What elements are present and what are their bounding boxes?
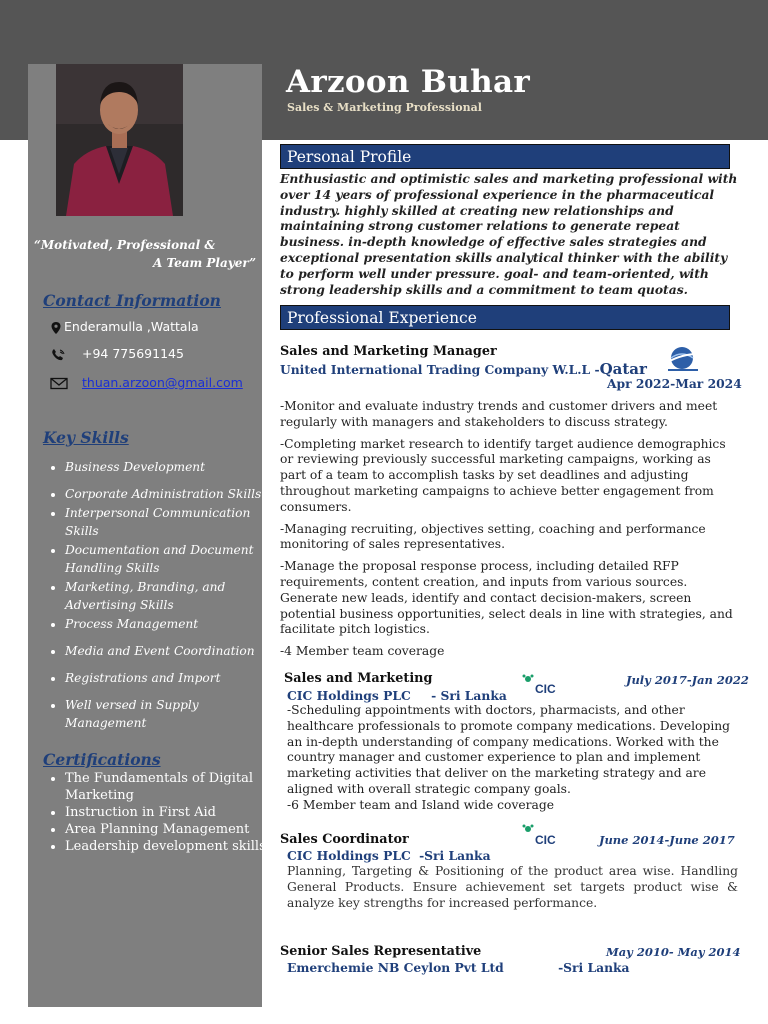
job-title: Sales and Marketing: [284, 671, 433, 686]
phone-text: +94 775691145: [82, 346, 184, 361]
job-company: [287, 848, 491, 863]
profile-photo: [56, 64, 183, 216]
job-bullet: -4 Member team coverage: [280, 644, 445, 659]
phone-icon: [50, 348, 66, 362]
job-dates: Apr 2022-Mar 2024: [607, 376, 742, 391]
job-dates: July 2017-Jan 2022: [626, 673, 749, 687]
key-skills-list: [43, 458, 280, 732]
contact-phone: [50, 346, 184, 362]
job-company: [287, 960, 630, 975]
job-bullet: Planning, Targeting & Positioning of the product area wise. Handling General Products. Ensure achievement set targets product wise & analyze key strengths for increased performance.: [287, 864, 738, 910]
cic-logo: [521, 672, 561, 702]
job-title: Sales Coordinator: [280, 832, 409, 847]
certifications-list: [43, 770, 280, 855]
cic-logo-text: CIC: [535, 682, 556, 696]
job-bullet: -Managing recruiting, objectives setting, coaching and performance monitoring of sales representatives.: [280, 521, 706, 552]
candidate-subtitle: Sales & Marketing Professional: [287, 101, 482, 114]
contact-email: [50, 375, 243, 391]
company-name: CIC Holdings PLC: [287, 688, 411, 703]
skill-item: • Interpersonal Communication Skills: [65, 504, 280, 540]
job-bullet: -6 Member team and Island wide coverage: [287, 797, 555, 812]
certification-item: • Instruction in First Aid: [65, 804, 280, 821]
contact-heading: Contact Information: [43, 291, 221, 310]
job-bullet: -Completing market research to identify target audience demographics or reviewing previously successful marketing campaigns, working as part of a team to accomplish tasks by set deadlines and adjusting throughout marketing campaigns to achieve better engagement from consumers.: [280, 436, 726, 514]
professional-experience-heading: Professional Experience: [280, 305, 730, 330]
company-globe-logo: [662, 344, 702, 378]
job-bullet: -Manage the proposal response process, including detailed RFP requirements, content creation, and inputs from various sources. Generate new leads, identify and contact decision-makers, screen potential business opportunities, select deals in line with strategies, and facilitate pitch logistics.: [280, 559, 733, 637]
company-location: -Sri Lanka: [558, 960, 630, 975]
skill-item: • Process Management: [65, 615, 280, 633]
quote-line-1: “Motivated, Professional &: [34, 238, 216, 252]
job-dates: May 2010- May 2014: [606, 945, 741, 959]
skill-item: • Media and Event Coordination: [65, 642, 280, 660]
job-bullet: -Scheduling appointments with doctors, pharmacists, and other healthcare professionals to promote company medications. Developing an in-depth understanding of company medications. Worked with the country manager and customer experience to plan and implement marketing activities that deliver on the marketing strategy and are aligned with overall strategic company goals.: [287, 703, 731, 796]
job-dates: June 2014-June 2017: [599, 833, 735, 847]
company-location: -Sri Lanka: [419, 848, 491, 863]
certification-item: • Area Planning Management: [65, 821, 280, 838]
cic-logo-text: CIC: [535, 833, 556, 847]
certifications-heading: Certifications: [43, 750, 161, 769]
email-link[interactable]: thuan.arzoon@gmail.com: [82, 375, 243, 390]
address-text: Enderamulla ,Wattala: [64, 319, 199, 334]
key-skills-heading: Key Skills: [43, 428, 129, 447]
motto-quote: [34, 236, 256, 272]
personal-profile-text: Enthusiastic and optimistic sales and marketing professional with over 14 years of professional experience in the pharmaceutical industry. highly skilled at creating new relationships and maintaining strong customer relations to generate repeat business. in-depth knowledge of effective sales strategies and exceptional presentation skills analytical thinker with the ability to perform well under pressure. goal- and team-oriented, with strong leadership skills and a commitment to team quotas.: [280, 171, 738, 297]
company-name: Emerchemie NB Ceylon Pvt Ltd: [287, 960, 504, 975]
job-title: Senior Sales Representative: [280, 944, 482, 959]
envelope-icon: [50, 377, 66, 391]
company-name: CIC Holdings PLC: [287, 848, 411, 863]
skill-item: • Well versed in Supply Management: [65, 696, 280, 732]
certification-item: • The Fundamentals of Digital Marketing: [65, 770, 280, 804]
candidate-name: Arzoon Buhar: [286, 64, 530, 100]
company-location: - Sri Lanka: [431, 688, 507, 703]
job-company: [280, 360, 647, 378]
job-company: [287, 688, 507, 703]
job-description: [280, 399, 738, 666]
job-bullet: -Monitor and evaluate industry trends and customer drivers and meet regularly with managers and stakeholders to discuss strategy.: [280, 399, 718, 429]
job-description: [287, 864, 738, 917]
skill-item: • Business Development: [65, 458, 280, 476]
company-location: Qatar: [599, 360, 647, 378]
personal-profile-heading: Personal Profile: [280, 144, 730, 169]
skill-item: • Marketing, Branding, and Advertising Skills: [65, 578, 280, 614]
skill-item: • Documentation and Document Handling Skills: [65, 541, 280, 577]
quote-line-2: A Team Player”: [153, 256, 256, 270]
job-description: [287, 703, 737, 820]
skill-item: • Registrations and Import: [65, 669, 280, 687]
certification-item: • Leadership development skills: [65, 838, 280, 855]
company-name: United International Trading Company W.L.L -: [280, 362, 600, 377]
cic-logo: [521, 822, 561, 852]
job-title: Sales and Marketing Manager: [280, 344, 497, 359]
skill-item: • Corporate Administration Skills: [65, 485, 280, 503]
contact-address: [50, 319, 199, 335]
